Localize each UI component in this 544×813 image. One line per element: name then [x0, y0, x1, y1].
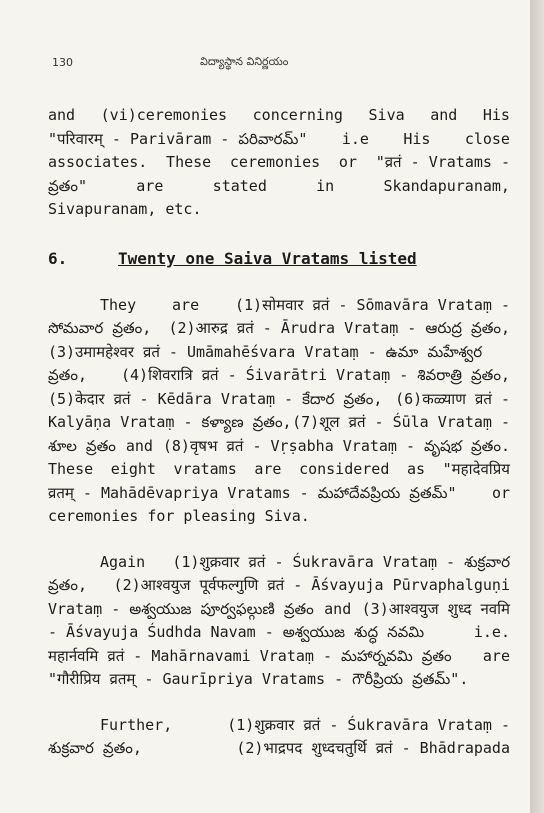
text-line — [48, 388, 510, 412]
text-line — [48, 341, 510, 365]
section-number: 6. — [48, 248, 68, 268]
line-segment: and — [430, 106, 458, 124]
line-segment: His — [403, 129, 431, 148]
line-segment: They — [100, 295, 137, 314]
line-segment: His — [482, 106, 510, 124]
line-segment: (7)शूल व्रतं - Śūla Vrataṃ - — [292, 413, 510, 431]
text-line — [48, 128, 510, 152]
line-segment: (8)वृषभ व्रतं - Vṛṣabha Vrataṃ - వృషభ వ్రతం. — [162, 436, 510, 455]
paragraph-gauripriya-vratams — [48, 551, 510, 692]
line-segment: శూల వ్రతం — [48, 436, 116, 455]
line-segment: Further, — [100, 715, 173, 734]
line-segment: महार्नवमि व्रतं - Mahārnavami Vrataṃ - మహార్నవమి వ్రతం — [48, 646, 452, 665]
text-line — [48, 151, 510, 175]
line-segment: (2)आरुद्र व्रतं - Ārudra Vrataṃ - ఆరుద్ర వ్రతం, — [168, 319, 510, 337]
line-segment: are — [136, 176, 164, 195]
line-segment: associates. — [48, 153, 148, 171]
line-segment: (1)शुक्रवार व्रतं - Śukravāra Vrataṃ - శుక్రవార — [172, 552, 510, 571]
text-line — [48, 482, 510, 506]
line-segment: (2)भाद्रपद शुध्दचतुर्थि व्रतं - Bhādrapada — [236, 739, 510, 757]
page-number: 130 — [52, 56, 73, 69]
line-segment: Siva. — [264, 507, 310, 525]
line-segment: are — [172, 295, 200, 314]
paragraph-further-vratams — [48, 714, 510, 761]
text-line — [48, 574, 510, 598]
line-segment: వ్రతం, — [48, 366, 87, 384]
line-segment: are — [482, 646, 510, 665]
line-segment: These — [166, 153, 212, 171]
page-edge — [530, 0, 544, 813]
line-segment: i.e. — [473, 623, 510, 641]
line-segment: Sivapuranam, — [48, 200, 157, 218]
text-line — [48, 645, 510, 669]
line-segment: are — [254, 460, 282, 478]
line-segment: vratams — [173, 460, 237, 478]
line-segment: or — [338, 153, 357, 171]
running-title: విద్యాస్థాన వినిర్ణయం — [200, 55, 289, 68]
line-segment: Skandapuranam, — [383, 176, 510, 195]
line-segment: "गौरीप्रिय व्रतम् - Gaurīpriya Vratams - గౌరీప్రియ వ్రతమ్". — [48, 670, 469, 688]
line-segment: - Āśvayuja Śudhda Navam - అశ్వయుజ శుద్ధ నవమి — [48, 623, 425, 641]
section-title: Twenty one Saiva Vratams listed — [118, 248, 417, 268]
line-segment: "परिवारम् - Parivāram - పరివారమ్" — [48, 129, 308, 148]
line-segment: व्रतम् - Mahādēvapriya Vratams - మహాదేవప్రియ వ్రతమ్" — [48, 483, 457, 502]
line-segment: (3)उमामहेश्वर व्रतं - Umāmahēśvara Vrataṃ - ఉమా మహేశ్వర — [48, 342, 483, 361]
line-segment: సోమవార వ్రతం, — [48, 319, 152, 337]
text-line — [48, 294, 510, 318]
line-segment: considered — [299, 460, 390, 478]
line-segment: close — [464, 129, 510, 148]
text-line — [48, 104, 510, 128]
line-segment: (3)आश्वयुज शुध्द नवमि — [361, 599, 510, 618]
line-segment: Kalyāṇa Vrataṃ - కళ్యాణ వ్రతం, — [48, 413, 292, 431]
line-segment: i.e — [341, 129, 369, 148]
line-segment: and — [48, 106, 76, 124]
line-segment: ceremonies — [229, 153, 321, 171]
text-line — [48, 364, 510, 388]
line-segment: (1)शुक्रवार व्रतं - Śukravāra Vrataṃ - — [227, 715, 510, 734]
line-segment: (1)सोमवार व्रतं - Sōmavāra Vrataṃ - — [235, 295, 510, 314]
line-segment: in — [316, 176, 335, 195]
line-segment: stated — [212, 176, 267, 195]
text-line — [48, 458, 510, 482]
section-heading — [48, 244, 510, 274]
text-line — [48, 714, 510, 738]
text-line — [48, 551, 510, 575]
line-segment: (vi)ceremonies — [100, 106, 228, 124]
line-segment: or — [491, 483, 510, 502]
line-segment: (4)शिवरात्रि व्रतं - Śivarātri Vrataṃ - శివరాత్రి వ్రతం, — [120, 366, 510, 384]
line-segment: Again — [100, 552, 146, 571]
line-segment: and — [125, 436, 153, 455]
text-line — [48, 737, 510, 761]
line-segment: (2)आश्वयुज पूर्वफल्गुणि व्रतं - Āśvayuja Pūrvaphalguṇi — [113, 576, 510, 594]
paragraph-intro — [48, 104, 510, 222]
line-segment: వ్రతం" — [48, 176, 87, 195]
text-line — [48, 198, 510, 222]
text-line — [48, 598, 510, 622]
text-line — [48, 621, 510, 645]
line-segment: These — [48, 460, 94, 478]
line-segment: వ్రతం, — [48, 576, 87, 594]
line-segment: eight — [110, 460, 156, 478]
line-segment: as — [406, 460, 426, 478]
line-segment: "महादेवप्रिय — [442, 460, 510, 478]
line-segment: etc. — [165, 200, 202, 218]
text-line — [48, 505, 510, 529]
line-segment: pleasing — [183, 507, 256, 525]
line-segment: concerning — [252, 106, 343, 124]
line-segment: Vrataṃ - అశ్వయుజ పూర్వఫల్గుణి వ్రతం — [48, 599, 314, 618]
page-body — [48, 104, 510, 761]
line-segment: (6)कळ्याण व्रतं - — [395, 389, 510, 408]
text-line — [48, 175, 510, 199]
text-line — [48, 411, 510, 435]
line-segment: ceremonies — [48, 507, 139, 525]
line-segment: (5)केदार व्रतं - Kēdāra Vrataṃ - కేదార వ్రతం, — [48, 389, 383, 408]
line-segment: and — [324, 599, 352, 618]
line-segment: Siva — [368, 106, 405, 124]
paragraph-saiva-vratams — [48, 294, 510, 529]
text-line — [48, 317, 510, 341]
text-line — [48, 668, 510, 692]
line-segment: for — [147, 507, 175, 525]
text-line — [48, 435, 510, 459]
line-segment: శుక్రవార వ్రతం, — [48, 739, 142, 757]
line-segment: "व्रतं - Vratams - — [375, 153, 510, 171]
